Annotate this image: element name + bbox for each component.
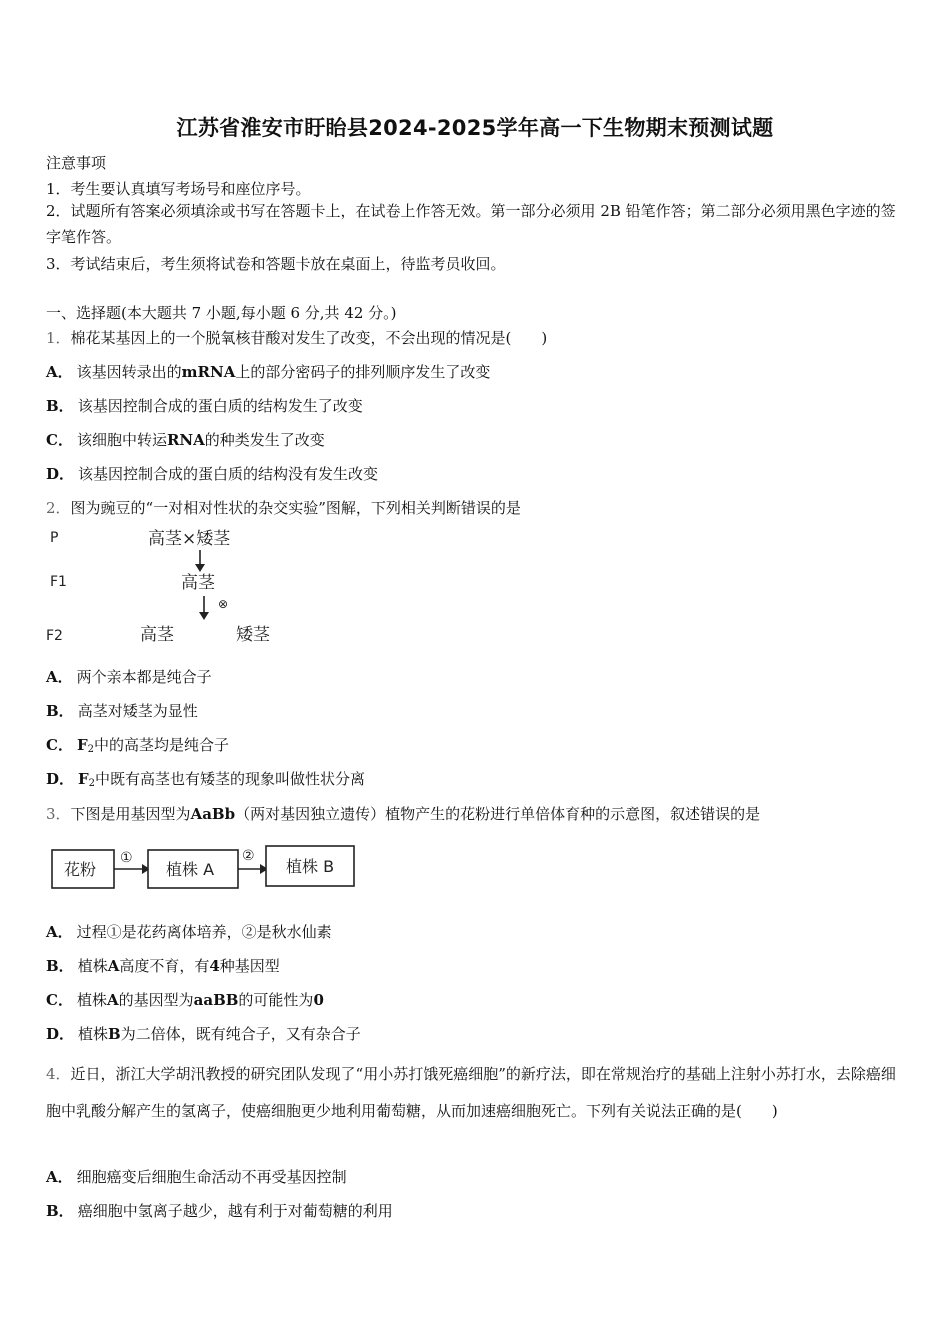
question-2-option-c[interactable]	[46, 734, 229, 755]
parents-label: 高茎×矮茎	[148, 529, 231, 549]
option-text: 该细胞中转运	[76, 431, 167, 449]
option-term: 0	[313, 991, 324, 1009]
option-text: 该基因控制合成的蛋白质的结构发生了改变	[77, 397, 363, 415]
generation-label-f1: F1	[50, 574, 67, 590]
option-text: 中的高茎均是纯合子	[93, 736, 229, 754]
question-3-option-d[interactable]	[46, 1023, 361, 1044]
step-2-label: ②	[242, 848, 255, 864]
question-4-option-b[interactable]	[46, 1200, 393, 1221]
notice-item-1: 1．考生要认真填写考场号和座位序号。	[46, 180, 311, 198]
question-1-option-d[interactable]	[46, 463, 378, 484]
option-letter: A．	[46, 923, 73, 941]
notice-item-3: 3．考试结束后，考生须将试卷和答题卡放在桌面上，待监考员收回。	[46, 255, 506, 273]
option-letter: A．	[46, 1168, 73, 1186]
option-text: 中既有高茎也有矮茎的现象叫做性状分离	[95, 770, 366, 788]
option-letter: C．	[46, 736, 73, 754]
page-title: 江苏省淮安市盱眙县2024-2025学年高一下生物期末预测试题	[176, 116, 774, 140]
option-text: 上的部分密码子的排列顺序发生了改变	[235, 363, 491, 381]
option-text: 的可能性为	[238, 991, 314, 1009]
option-term: A	[106, 991, 119, 1009]
question-text: 棉花某基因上的一个脱氧核苷酸对发生了改变，不会出现的情况是( )	[70, 329, 548, 347]
option-letter: B．	[46, 397, 74, 415]
option-letter: B．	[46, 702, 74, 720]
question-3-option-a[interactable]	[46, 921, 332, 942]
option-letter: B．	[46, 957, 74, 975]
question-number: 2．	[46, 499, 71, 517]
cross-diagram	[40, 522, 300, 652]
section-heading: 一、选择题(本大题共 7 小题,每小题 6 分,共 42 分。)	[46, 304, 397, 322]
option-text: 的基因型为	[118, 991, 194, 1009]
option-letter: B．	[46, 1202, 74, 1220]
question-number: 3．	[46, 805, 71, 823]
option-letter: D．	[46, 770, 75, 788]
step-1-label: ①	[120, 850, 133, 866]
question-text: 下图是用基因型为	[70, 805, 191, 823]
option-letter: D．	[46, 465, 75, 483]
option-letter: A．	[46, 363, 73, 381]
arrow-head-icon	[199, 612, 209, 620]
question-number: 1．	[46, 329, 71, 347]
question-3-stem	[46, 803, 760, 824]
breeding-flow-diagram	[50, 842, 360, 894]
question-2-option-a[interactable]	[46, 666, 212, 687]
option-text: 种基因型	[219, 957, 280, 975]
option-subscript: 2	[87, 744, 94, 755]
option-text: 癌细胞中氢离子越少，越有利于对葡萄糖的利用	[77, 1202, 393, 1220]
option-term: mRNA	[181, 363, 236, 381]
option-text: 高茎对矮茎为显性	[77, 702, 198, 720]
question-2-option-d[interactable]	[46, 768, 365, 789]
f1-label: 高茎	[181, 573, 215, 593]
option-term: RNA	[166, 431, 205, 449]
question-1-option-c[interactable]	[46, 429, 325, 450]
generation-label-f2: F2	[46, 628, 63, 644]
arrow-head-icon	[195, 564, 205, 572]
selfing-icon: ⊗	[218, 597, 229, 611]
option-text: 该基因控制合成的蛋白质的结构没有发生改变	[78, 465, 379, 483]
question-text: 近日，浙江大学胡汛教授的研究团队发现了“用小苏打饿死癌细胞”的新疗法，即在常规治疗的基础上注射小苏打水，去除癌细胞中乳酸分解产生的氢离子，使癌细胞更少地利用葡萄糖，从而加速癌细胞死亡。下列有关说法正确的是( )	[46, 1065, 896, 1120]
option-text: 过程①是花药离体培养，②是秋水仙素	[76, 923, 332, 941]
option-letter: A．	[46, 668, 73, 686]
option-term: A	[107, 957, 120, 975]
question-3-option-b[interactable]	[46, 955, 280, 976]
option-term: F	[78, 770, 89, 788]
question-1-stem	[46, 327, 547, 348]
option-term: F	[76, 736, 88, 754]
option-text: 两个亲本都是纯合子	[76, 668, 212, 686]
option-letter: C．	[46, 991, 73, 1009]
question-1-option-a[interactable]	[46, 361, 490, 382]
pollen-label: 花粉	[64, 860, 97, 879]
option-letter: D．	[46, 1025, 75, 1043]
question-2-option-b[interactable]	[46, 700, 198, 721]
option-subscript: 2	[88, 778, 96, 789]
plant-b-label: 植株 B	[286, 857, 335, 876]
question-number: 4．	[46, 1065, 71, 1083]
option-text: 细胞癌变后细胞生命活动不再受基因控制	[76, 1168, 347, 1186]
f2-tall-label: 高茎	[140, 625, 174, 645]
question-4-stem	[46, 1056, 906, 1130]
option-text: 植株	[78, 1025, 109, 1043]
option-text: 高度不育，有	[119, 957, 210, 975]
question-text: （两对基因独立遗传）植物产生的花粉进行单倍体育种的示意图，叙述错误的是	[235, 805, 761, 823]
option-text: 植株	[76, 991, 107, 1009]
f2-short-label: 矮茎	[236, 625, 270, 645]
option-text: 为二倍体，既有纯合子，又有杂合子	[120, 1025, 361, 1043]
question-text: 图为豌豆的“一对相对性状的杂交实验”图解，下列相关判断错误的是	[70, 499, 521, 517]
question-2-stem	[46, 497, 521, 518]
option-text: 该基因转录出的	[76, 363, 182, 381]
option-text: 的种类发生了改变	[204, 431, 325, 449]
question-4-option-a[interactable]	[46, 1166, 347, 1187]
option-term: B	[108, 1025, 121, 1043]
option-text: 植株	[77, 957, 108, 975]
question-3-option-c[interactable]	[46, 989, 324, 1010]
option-term: 4	[209, 957, 220, 975]
question-term: AaBb	[190, 805, 236, 823]
option-term: aaBB	[193, 991, 239, 1009]
plant-a-label: 植株 A	[166, 860, 215, 879]
notice-item-2: 2．试题所有答案必须填涂或书写在答题卡上，在试卷上作答无效。第一部分必须用 2B 铅笔作答；第二部分必须用黑色字迹的签字笔作答。	[46, 202, 896, 246]
notice-heading: 注意事项	[46, 154, 107, 172]
question-1-option-b[interactable]	[46, 395, 363, 416]
option-letter: C．	[46, 431, 73, 449]
generation-label-p: P	[50, 530, 59, 546]
